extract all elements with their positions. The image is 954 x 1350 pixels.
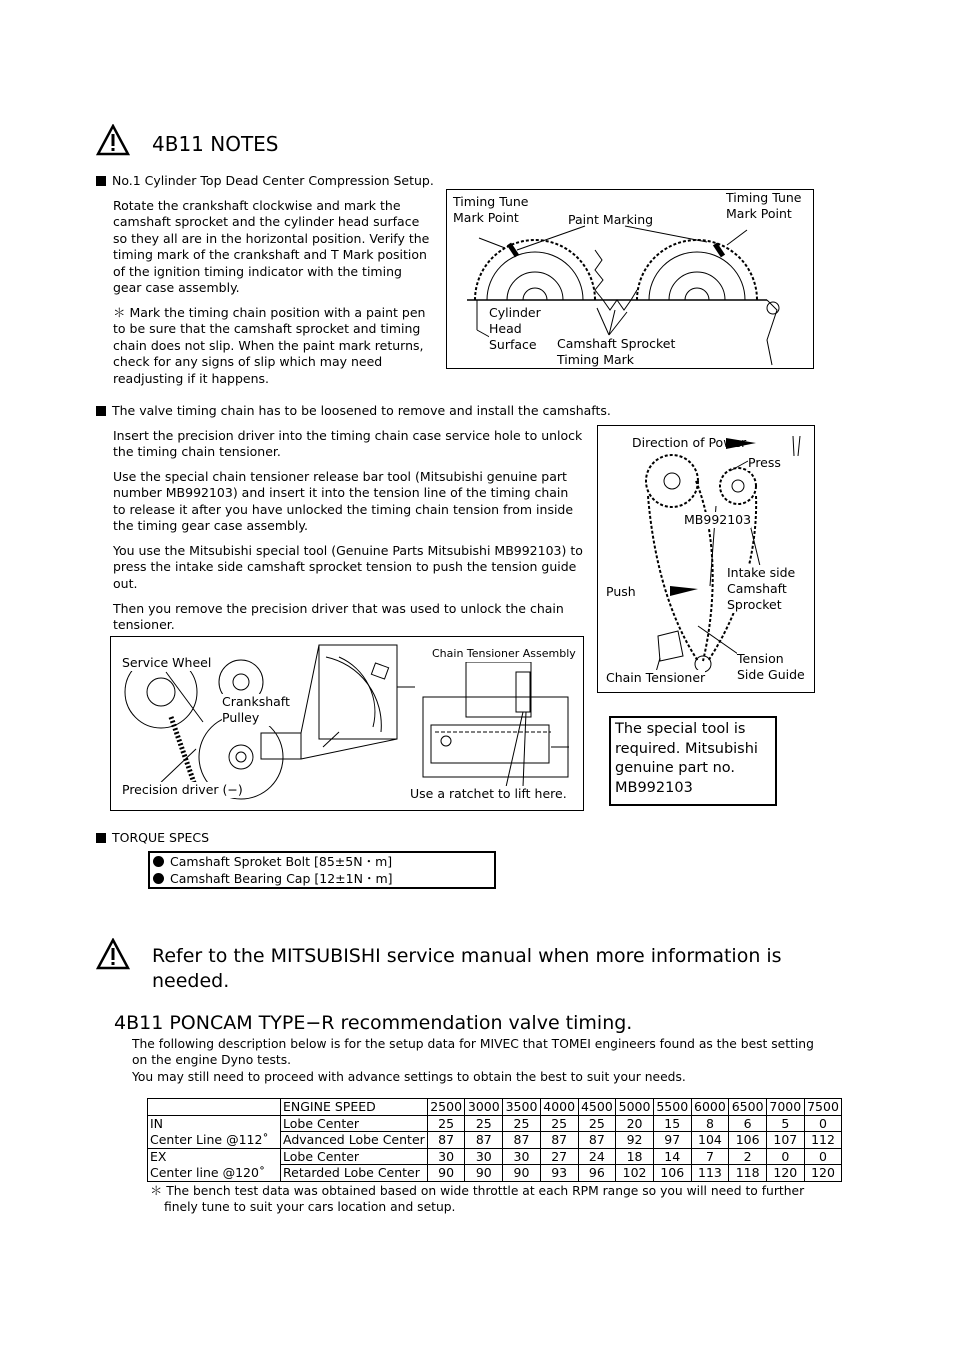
table-cell: 118 xyxy=(729,1165,767,1182)
table-cell: 25 xyxy=(427,1115,465,1132)
table-cell: 106 xyxy=(653,1165,691,1182)
table-cell: 25 xyxy=(578,1115,616,1132)
speed-cell: 4000 xyxy=(540,1099,578,1116)
table-footnote: ＊ The bench test data was obtained based on wide throttle at each RPM range so you will need to further finely tune to suit your cars location and setup. xyxy=(150,1184,805,1215)
table-cell: 0 xyxy=(804,1115,842,1132)
figure-chain-tensioner xyxy=(597,425,815,693)
torque-item: Camshaft Sproket Bolt [85±5N・m] xyxy=(153,854,491,871)
section-title-tdc: No.1 Cylinder Top Dead Center Compression Setup. xyxy=(96,173,434,188)
label-tension-side-guide: Tension Side Guide xyxy=(737,651,805,682)
label-camshaft-timing-mark: Camshaft Sprocket Timing Mark xyxy=(557,336,676,367)
label-service-wheel: Service Wheel xyxy=(122,655,212,670)
label-press: Press xyxy=(748,455,781,470)
table-row xyxy=(148,1115,842,1132)
table-cell: 25 xyxy=(503,1115,541,1132)
row-label: Advanced Lobe Center xyxy=(281,1132,428,1149)
exhaust-label: EX xyxy=(148,1148,281,1165)
table-cell: 0 xyxy=(804,1148,842,1165)
label-paint-marking: Paint Marking xyxy=(568,212,654,227)
table-cell: 120 xyxy=(804,1165,842,1182)
valve-timing-heading: 4B11 PONCAM TYPE−R recommendation valve timing. xyxy=(114,1012,633,1034)
table-cell: 112 xyxy=(804,1132,842,1149)
table-row xyxy=(148,1148,842,1165)
torque-item: Camshaft Bearing Cap [12±1N・m] xyxy=(153,871,491,888)
service-manual-heading: Refer to the MITSUBISHI service manual when more information is needed. xyxy=(152,945,782,992)
row-label: Lobe Center xyxy=(281,1115,428,1132)
torque-specs-box xyxy=(148,851,496,889)
remove-driver-paragraph: Then you remove the precision driver that was used to unlock the chain tensioner. xyxy=(113,601,564,633)
label-timing-tune-left: Timing Tune Mark Point xyxy=(453,194,529,225)
table-cell: 104 xyxy=(691,1132,729,1149)
driver-paragraph: Insert the precision driver into the timing chain case service hole to unlock the timing chain tensioner. xyxy=(113,428,583,460)
figure-camshaft-timing xyxy=(446,189,814,369)
table-cell: 14 xyxy=(653,1148,691,1165)
table-cell: 30 xyxy=(465,1148,503,1165)
label-tensioner-assembly: Chain Tensioner Assembly xyxy=(432,647,576,660)
release-tool-paragraph: Use the special chain tensioner release bar tool (Mitsubishi genuine part number MB992103) and insert it into the tension line of the timing chain to release it after you have unlocked the timing chain tension from inside the timing gear case assembly. xyxy=(113,469,574,534)
table-cell: 106 xyxy=(729,1132,767,1149)
table-cell: 93 xyxy=(540,1165,578,1182)
table-cell: 107 xyxy=(766,1132,804,1149)
speed-cell: 7500 xyxy=(804,1099,842,1116)
speed-cell: 3000 xyxy=(465,1099,503,1116)
table-cell: 6 xyxy=(729,1115,767,1132)
table-cell: 87 xyxy=(503,1132,541,1149)
row-label: Retarded Lobe Center xyxy=(281,1165,428,1182)
table-cell: 18 xyxy=(616,1148,654,1165)
table-cell: 25 xyxy=(465,1115,503,1132)
special-tool-note: The special tool is required. Mitsubishi genuine part no. MB992103 xyxy=(609,716,777,806)
table-cell: 20 xyxy=(616,1115,654,1132)
speed-cell: 7000 xyxy=(766,1099,804,1116)
label-precision-driver: Precision driver (−) xyxy=(122,782,243,797)
speed-cell: 4500 xyxy=(578,1099,616,1116)
table-cell: 87 xyxy=(427,1132,465,1149)
engine-speed-label: ENGINE SPEED xyxy=(281,1099,428,1116)
table-cell: 7 xyxy=(691,1148,729,1165)
warning-icon xyxy=(96,124,130,156)
table-cell: 92 xyxy=(616,1132,654,1149)
table-cell: 96 xyxy=(578,1165,616,1182)
table-cell: 24 xyxy=(578,1148,616,1165)
exhaust-center-label: Center line @120˚ xyxy=(148,1165,281,1182)
table-cell: 25 xyxy=(540,1115,578,1132)
label-cylinder-head: Cylinder Head Surface xyxy=(489,305,541,352)
table-cell: 87 xyxy=(465,1132,503,1149)
intake-center-label: Center Line @112˚ xyxy=(148,1132,281,1149)
label-push: Push xyxy=(606,584,636,599)
tdc-paragraph: Rotate the crankshaft clockwise and mark the camshaft sprocket and the cylinder head surface so they all are in the horizontal position. Verify the timing mark of the crankshaft and T Mark position of the ignition timing indicator with the timing gear case assembly. xyxy=(113,198,430,296)
description-paragraph-2: You may still need to proceed with advance settings to obtain the best to suit your needs. xyxy=(132,1070,686,1084)
table-cell: 15 xyxy=(653,1115,691,1132)
speed-cell: 5000 xyxy=(616,1099,654,1116)
label-chain-tensioner: Chain Tensioner xyxy=(606,670,706,685)
section-title-torque: TORQUE SPECS xyxy=(96,830,209,845)
label-intake-sprocket: Intake side Camshaft Sprocket xyxy=(727,565,796,612)
table-cell: 120 xyxy=(766,1165,804,1182)
press-paragraph: You use the Mitsubishi special tool (Genuine Parts Mitsubishi MB992103) to press the intake side camshaft sprocket tension to push the tension guide out. xyxy=(113,543,583,591)
table-cell: 30 xyxy=(503,1148,541,1165)
speed-cell: 6000 xyxy=(691,1099,729,1116)
table-cell: 5 xyxy=(766,1115,804,1132)
warning-icon xyxy=(96,938,130,970)
label-direction-of-power: Direction of Power xyxy=(632,435,747,450)
table-cell: 87 xyxy=(540,1132,578,1149)
speed-cell: 5500 xyxy=(653,1099,691,1116)
table-cell: 102 xyxy=(616,1165,654,1182)
table-cell: 90 xyxy=(465,1165,503,1182)
table-cell: 2 xyxy=(729,1148,767,1165)
paint-note-paragraph: ＊ Mark the timing chain position with a paint pen to be sure that the camshaft sprocket and timing chain does not slip. When the paint mark returns, check for any signs of slip which may need readjusting if it happens. xyxy=(113,305,426,386)
table-cell: 27 xyxy=(540,1148,578,1165)
table-header-row xyxy=(148,1099,842,1116)
row-label: Lobe Center xyxy=(281,1148,428,1165)
label-ratchet: Use a ratchet to lift here. xyxy=(410,786,567,801)
label-tool-number: MB992103 xyxy=(684,512,752,527)
table-row xyxy=(148,1132,842,1149)
table-cell: 113 xyxy=(691,1165,729,1182)
table-cell: 8 xyxy=(691,1115,729,1132)
label-crankshaft-pulley: Crankshaft Pulley xyxy=(222,694,290,725)
speed-cell: 3500 xyxy=(503,1099,541,1116)
table-cell: 90 xyxy=(503,1165,541,1182)
figure-service-wheel xyxy=(110,636,584,811)
page-title: 4B11 NOTES xyxy=(152,132,279,156)
valve-timing-table xyxy=(147,1098,842,1182)
table-cell: 97 xyxy=(653,1132,691,1149)
section-title-valve-chain: The valve timing chain has to be loosened to remove and install the camshafts. xyxy=(96,403,611,418)
speed-cell: 6500 xyxy=(729,1099,767,1116)
table-cell: 30 xyxy=(427,1148,465,1165)
table-cell: 87 xyxy=(578,1132,616,1149)
table-cell: 0 xyxy=(766,1148,804,1165)
intake-label: IN xyxy=(148,1115,281,1132)
table-row xyxy=(148,1165,842,1182)
table-cell: 90 xyxy=(427,1165,465,1182)
speed-cell: 2500 xyxy=(427,1099,465,1116)
label-timing-tune-right: Timing Tune Mark Point xyxy=(726,190,802,221)
description-paragraph: The following description below is for the setup data for MIVEC that TOMEI engineers found as the best setting on the engine Dyno tests. xyxy=(132,1037,814,1068)
